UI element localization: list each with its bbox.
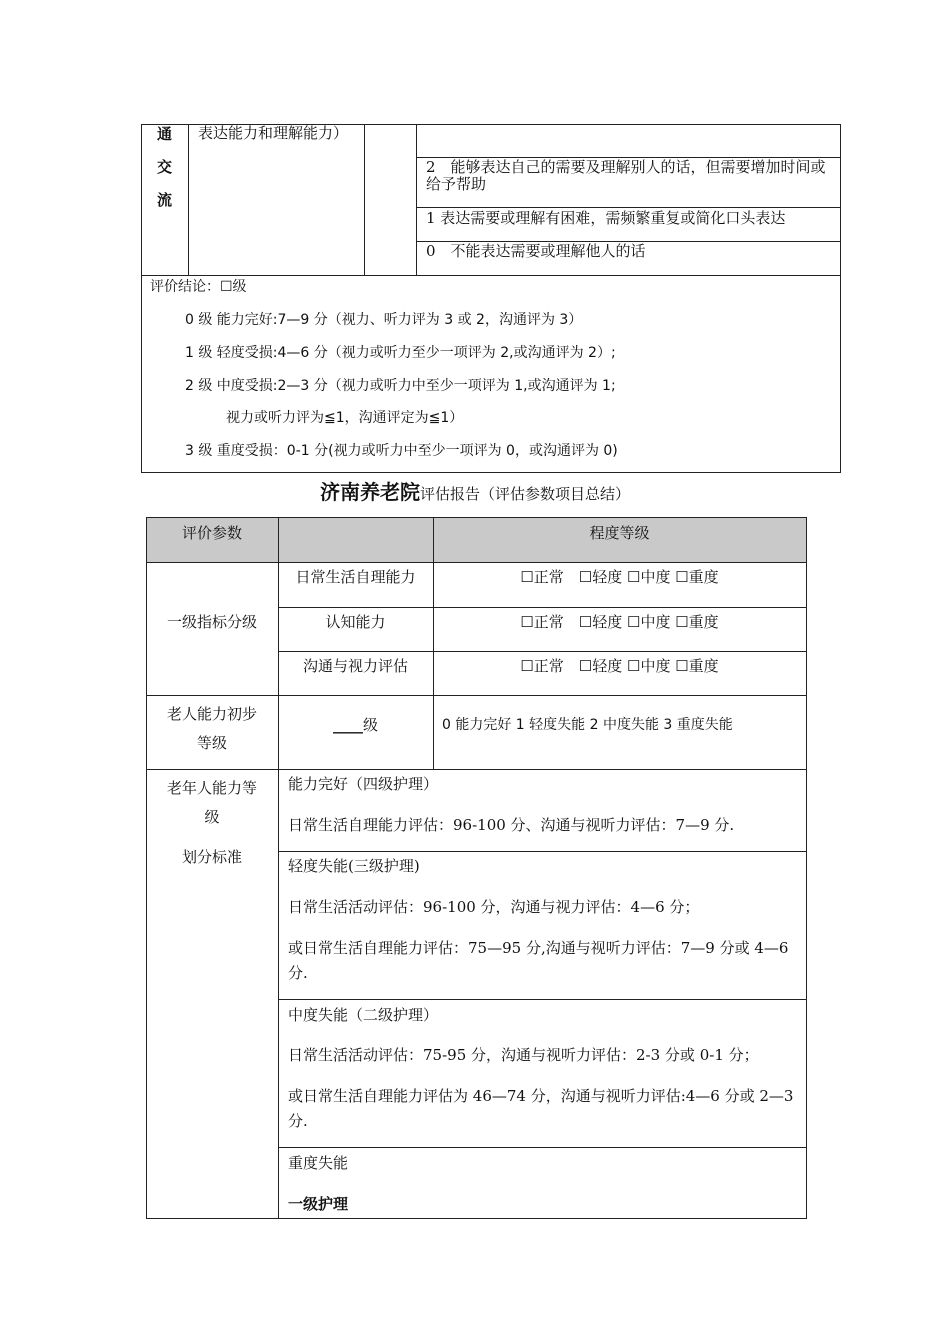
standard-label-2: 划分标准 xyxy=(181,848,242,866)
standard-line: 日常生活活动评估：96-100 分，沟通与视力评估：4—6 分； xyxy=(288,898,700,916)
conclusion-line: 3 级 重度受损：0-1 分(视力或听力中至少一项评为 0，或沟通评为 0) xyxy=(185,443,618,459)
indicator-name: 日常生活自理能力 xyxy=(295,568,416,586)
conclusion-line: 1 级 轻度受损:4—6 分（视力或听力至少一项评为 2,或沟通评为 2）; xyxy=(185,345,616,361)
standard-label: 老年人能力等级 xyxy=(166,779,257,826)
standard-line: 或日常生活自理能力评估：75—95 分,沟通与视听力评估：7—9 分或 4—6 分. xyxy=(288,939,789,982)
indicator-name: 沟通与视力评估 xyxy=(302,657,408,675)
standard-line: 日常生活活动评估：75-95 分，沟通与视听力评估：2-3 分或 0-1 分； xyxy=(288,1046,759,1064)
item-label: 表达能力和理解能力） xyxy=(198,124,349,142)
option-row: 1 表达需要或理解有困难，需频繁重复或简化口头表达 xyxy=(426,209,786,227)
category-char: 通 xyxy=(156,125,172,143)
standard-line: 或日常生活自理能力评估为 46—74 分，沟通与视听力评估:4—6 分或 2—3 分. xyxy=(288,1087,794,1130)
report-title-bold: 济南养老院 xyxy=(319,480,420,504)
header-level: 程度等级 xyxy=(589,524,650,542)
prelim-options: 0 能力完好 1 轻度失能 2 中度失能 3 重度失能 xyxy=(442,717,733,733)
option-row: 2 能够表达自己的需要及理解别人的话，但需要增加时间或给予帮助 xyxy=(426,158,826,193)
severity-checkboxes[interactable]: ☐正常 ☐轻度 ☐中度 ☐重度 xyxy=(520,568,719,586)
prelim-label: 老人能力初步等级 xyxy=(166,705,257,752)
header-param: 评价参数 xyxy=(181,524,242,542)
standard-line: 一级护理 xyxy=(288,1195,349,1213)
report-title xyxy=(0,476,950,505)
conclusion-label: 评价结论：☐级 xyxy=(150,279,247,295)
report-title-rest: 评估报告（评估参数项目总结） xyxy=(419,485,630,503)
category-label xyxy=(141,126,188,225)
option-row: 0 不能表达需要或理解他人的话 xyxy=(426,242,646,260)
standard-title: 中度失能（二级护理） xyxy=(288,1006,439,1024)
indicator-name: 认知能力 xyxy=(325,613,386,631)
conclusion-line: 2 级 中度受损:2—3 分（视力或听力中至少一项评为 1,或沟通评为 1; xyxy=(185,378,616,394)
severity-checkboxes[interactable]: ☐正常 ☐轻度 ☐中度 ☐重度 xyxy=(520,657,719,675)
standard-title: 能力完好（四级护理） xyxy=(288,775,439,793)
category-char: 流 xyxy=(156,191,172,209)
prelim-level-field[interactable] xyxy=(278,714,433,735)
conclusion-line: 视力或听力评为≦1，沟通评定为≦1） xyxy=(226,410,464,426)
first-level-label: 一级指标分级 xyxy=(166,613,257,631)
prelim-suffix: 级 xyxy=(362,716,378,734)
standard-title: 轻度失能(三级护理) xyxy=(288,857,420,875)
severity-checkboxes[interactable]: ☐正常 ☐轻度 ☐中度 ☐重度 xyxy=(520,613,719,631)
prelim-blank: ____ xyxy=(332,716,363,734)
category-char: 交 xyxy=(156,158,172,176)
conclusion-line: 0 级 能力完好:7—9 分（视力、听力评为 3 或 2，沟通评为 3） xyxy=(185,312,583,328)
standard-title: 重度失能 xyxy=(288,1154,349,1172)
standard-line: 日常生活自理能力评估：96-100 分、沟通与视听力评估：7—9 分. xyxy=(288,816,735,834)
